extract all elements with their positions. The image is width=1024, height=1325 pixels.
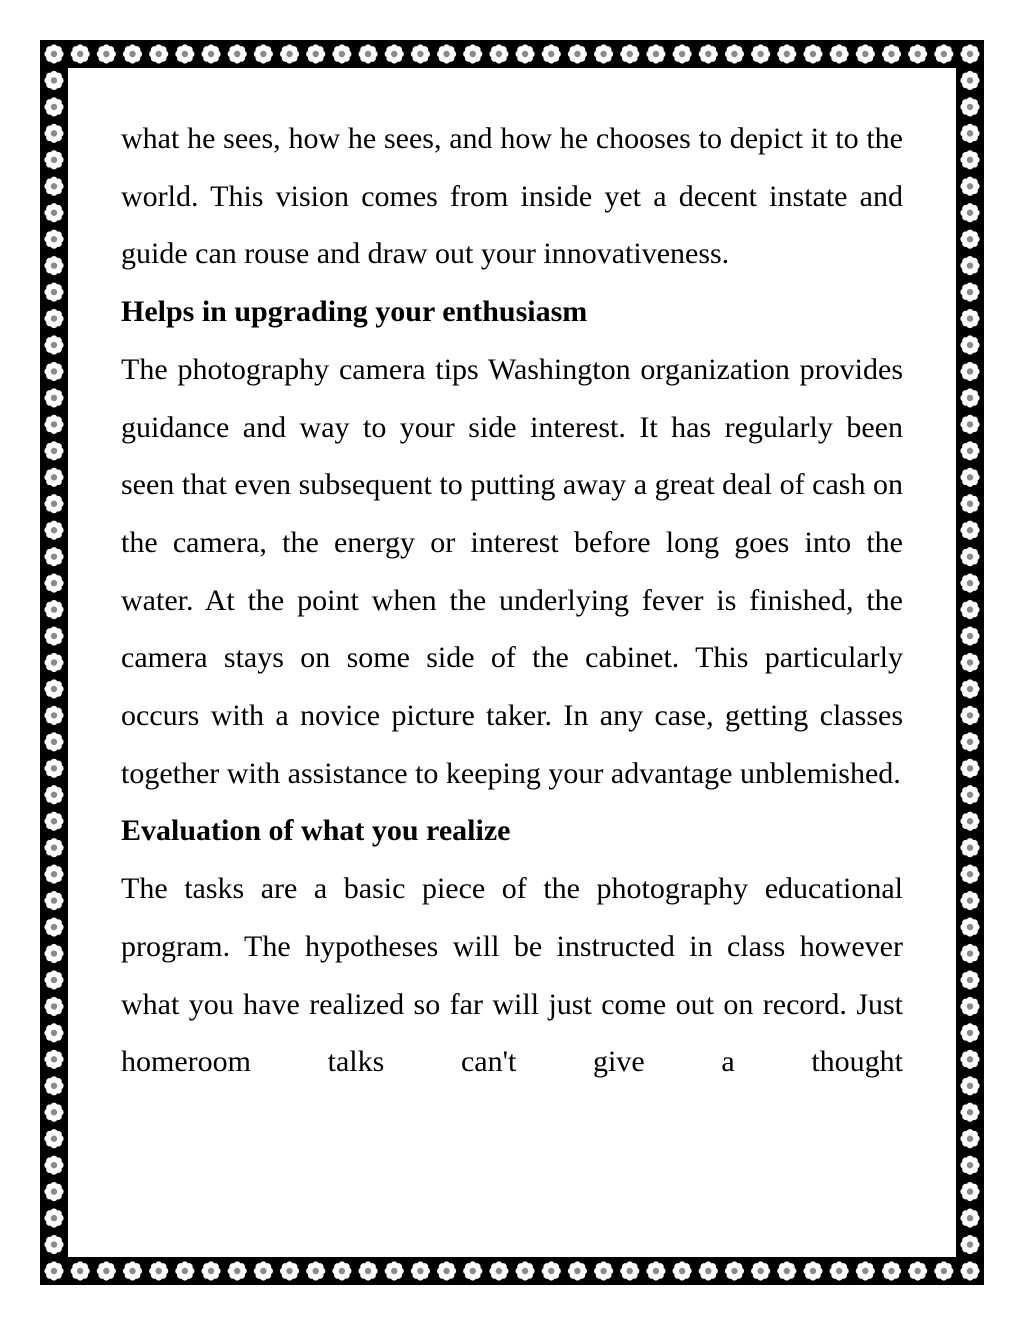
flower-icon (463, 44, 482, 63)
flower-icon (44, 468, 63, 487)
flower-icon (358, 1261, 377, 1280)
flower-icon (960, 124, 979, 143)
flower-icon (463, 1261, 482, 1280)
flower-icon (44, 97, 63, 116)
flower-icon (777, 44, 796, 63)
flower-icon (71, 44, 90, 63)
flower-icon (646, 1261, 665, 1280)
flower-icon (856, 44, 875, 63)
flower-icon (542, 1261, 561, 1280)
flower-icon (44, 679, 63, 698)
flower-icon (489, 1261, 508, 1280)
flower-icon (960, 891, 979, 910)
flower-icon (960, 441, 979, 460)
flower-icon (960, 97, 979, 116)
flower-icon (44, 362, 63, 381)
flower-icon (960, 917, 979, 936)
flower-icon (489, 44, 508, 63)
flower-icon (44, 1235, 63, 1254)
flower-icon (934, 1261, 953, 1280)
flower-icon (44, 335, 63, 354)
flower-icon (44, 441, 63, 460)
flower-icon (44, 283, 63, 302)
flower-icon (97, 1261, 116, 1280)
body-paragraph: The tasks are a basic piece of the photography educational program. The hypotheses will be instructed in class however what you have realized so far will just come out on record. Just homeroom talks can't give a thought (121, 872, 903, 1079)
flower-icon (44, 547, 63, 566)
flower-icon (515, 1261, 534, 1280)
flower-icon (44, 574, 63, 593)
flower-icon (882, 44, 901, 63)
flower-icon (44, 494, 63, 513)
flower-icon (306, 1261, 325, 1280)
flower-icon (960, 203, 979, 222)
flower-icon (123, 1261, 142, 1280)
flower-icon (960, 1156, 979, 1175)
flower-icon (960, 732, 979, 751)
flower-icon (960, 600, 979, 619)
flower-icon (332, 44, 351, 63)
flower-icon (437, 44, 456, 63)
flower-icon (44, 150, 63, 169)
flower-icon (960, 865, 979, 884)
flower-icon (960, 388, 979, 407)
flower-icon (280, 44, 299, 63)
flower-icon (934, 44, 953, 63)
flower-icon (908, 44, 927, 63)
flower-icon (97, 44, 116, 63)
flower-icon (332, 1261, 351, 1280)
flower-icon (960, 626, 979, 645)
flower-icon (44, 1076, 63, 1095)
flower-icon (960, 812, 979, 831)
flower-icon (542, 44, 561, 63)
flower-icon (44, 970, 63, 989)
flower-icon (908, 1261, 927, 1280)
flower-icon (830, 44, 849, 63)
flower-icon (646, 44, 665, 63)
flower-icon (960, 1103, 979, 1122)
flower-icon (830, 1261, 849, 1280)
flower-icon (149, 1261, 168, 1280)
flower-icon (960, 547, 979, 566)
body-paragraph: The photography camera tips Washington organization provides guidance and way to your side interest. It has regularly been seen that even subsequent to putting away a great deal of cash on the camera, the energy or interest before long goes into the water. At the point when the underlying fever is finished, the camera stays on some side of the cabinet. This particularly occurs with a novice picture taker. In any case, getting classes together with assistance to keeping your advantage unblemished. (121, 352, 903, 790)
flower-icon (620, 1261, 639, 1280)
flower-icon (725, 44, 744, 63)
flower-icon (306, 44, 325, 63)
flower-icon (620, 44, 639, 63)
flower-icon (44, 177, 63, 196)
flower-icon (960, 679, 979, 698)
flower-icon (594, 1261, 613, 1280)
flower-icon (44, 71, 63, 90)
flower-icon (960, 468, 979, 487)
flower-icon (515, 44, 534, 63)
flower-icon (699, 1261, 718, 1280)
flower-icon (751, 44, 770, 63)
flower-icon (44, 415, 63, 434)
flower-icon (385, 44, 404, 63)
flower-icon (960, 177, 979, 196)
section-heading: Helps in upgrading your enthusiasm (121, 295, 588, 329)
flower-icon (960, 1235, 979, 1254)
flower-icon (71, 1261, 90, 1280)
flower-icon (44, 230, 63, 249)
flower-icon (44, 759, 63, 778)
flower-icon (44, 1208, 63, 1227)
flower-icon (411, 1261, 430, 1280)
flower-icon (44, 1261, 63, 1280)
flower-icon (960, 256, 979, 275)
flower-icon (960, 335, 979, 354)
flower-icon (44, 1023, 63, 1042)
flower-icon (751, 1261, 770, 1280)
flower-icon (960, 1129, 979, 1148)
flower-icon (960, 653, 979, 672)
flower-icon (44, 1050, 63, 1069)
flower-icon (44, 124, 63, 143)
flower-icon (673, 44, 692, 63)
flower-icon (228, 1261, 247, 1280)
flower-icon (44, 521, 63, 540)
document-body (121, 110, 903, 1091)
flower-icon (44, 626, 63, 645)
flower-icon (44, 838, 63, 857)
flower-icon (960, 706, 979, 725)
flower-icon (960, 997, 979, 1016)
flower-icon (960, 283, 979, 302)
flower-icon (960, 574, 979, 593)
flower-icon (960, 785, 979, 804)
flower-icon (44, 732, 63, 751)
flower-icon (960, 521, 979, 540)
flower-icon (228, 44, 247, 63)
flower-icon (44, 785, 63, 804)
section-heading: Evaluation of what you realize (121, 814, 511, 848)
flower-icon (44, 1103, 63, 1122)
flower-icon (44, 203, 63, 222)
flower-icon (149, 44, 168, 63)
flower-icon (960, 1208, 979, 1227)
flower-icon (960, 415, 979, 434)
flower-icon (882, 1261, 901, 1280)
flower-icon (175, 1261, 194, 1280)
flower-icon (568, 1261, 587, 1280)
flower-icon (960, 150, 979, 169)
flower-icon (44, 388, 63, 407)
flower-icon (44, 865, 63, 884)
flower-icon (960, 944, 979, 963)
flower-icon (960, 1050, 979, 1069)
flower-icon (201, 44, 220, 63)
flower-icon (44, 256, 63, 275)
flower-icon (960, 1023, 979, 1042)
flower-icon (280, 1261, 299, 1280)
flower-icon (44, 653, 63, 672)
flower-icon (44, 917, 63, 936)
flower-icon (856, 1261, 875, 1280)
flower-icon (44, 997, 63, 1016)
flower-icon (175, 44, 194, 63)
flower-icon (960, 309, 979, 328)
flower-icon (960, 362, 979, 381)
flower-icon (960, 759, 979, 778)
flower-icon (803, 1261, 822, 1280)
flower-icon (44, 1129, 63, 1148)
flower-icon (673, 1261, 692, 1280)
flower-icon (594, 44, 613, 63)
flower-icon (44, 600, 63, 619)
flower-icon (568, 44, 587, 63)
flower-icon (960, 1182, 979, 1201)
flower-icon (44, 944, 63, 963)
flower-icon (960, 970, 979, 989)
flower-icon (960, 1076, 979, 1095)
flower-icon (44, 706, 63, 725)
flower-icon (960, 44, 979, 63)
flower-icon (960, 71, 979, 90)
flower-icon (699, 44, 718, 63)
flower-icon (411, 44, 430, 63)
flower-icon (201, 1261, 220, 1280)
flower-icon (725, 1261, 744, 1280)
flower-icon (44, 1182, 63, 1201)
flower-icon (254, 44, 273, 63)
flower-icon (123, 44, 142, 63)
flower-icon (44, 309, 63, 328)
flower-icon (44, 44, 63, 63)
flower-icon (385, 1261, 404, 1280)
flower-icon (358, 44, 377, 63)
flower-icon (777, 1261, 796, 1280)
flower-icon (960, 1261, 979, 1280)
flower-icon (437, 1261, 456, 1280)
flower-icon (960, 838, 979, 857)
flower-icon (254, 1261, 273, 1280)
body-paragraph: what he sees, how he sees, and how he chooses to depict it to the world. This vision comes from inside yet a decent instate and guide can rouse and draw out your innovativeness. (121, 122, 903, 271)
flower-icon (44, 891, 63, 910)
flower-icon (960, 494, 979, 513)
flower-icon (960, 230, 979, 249)
flower-icon (44, 1156, 63, 1175)
flower-icon (803, 44, 822, 63)
flower-icon (44, 812, 63, 831)
